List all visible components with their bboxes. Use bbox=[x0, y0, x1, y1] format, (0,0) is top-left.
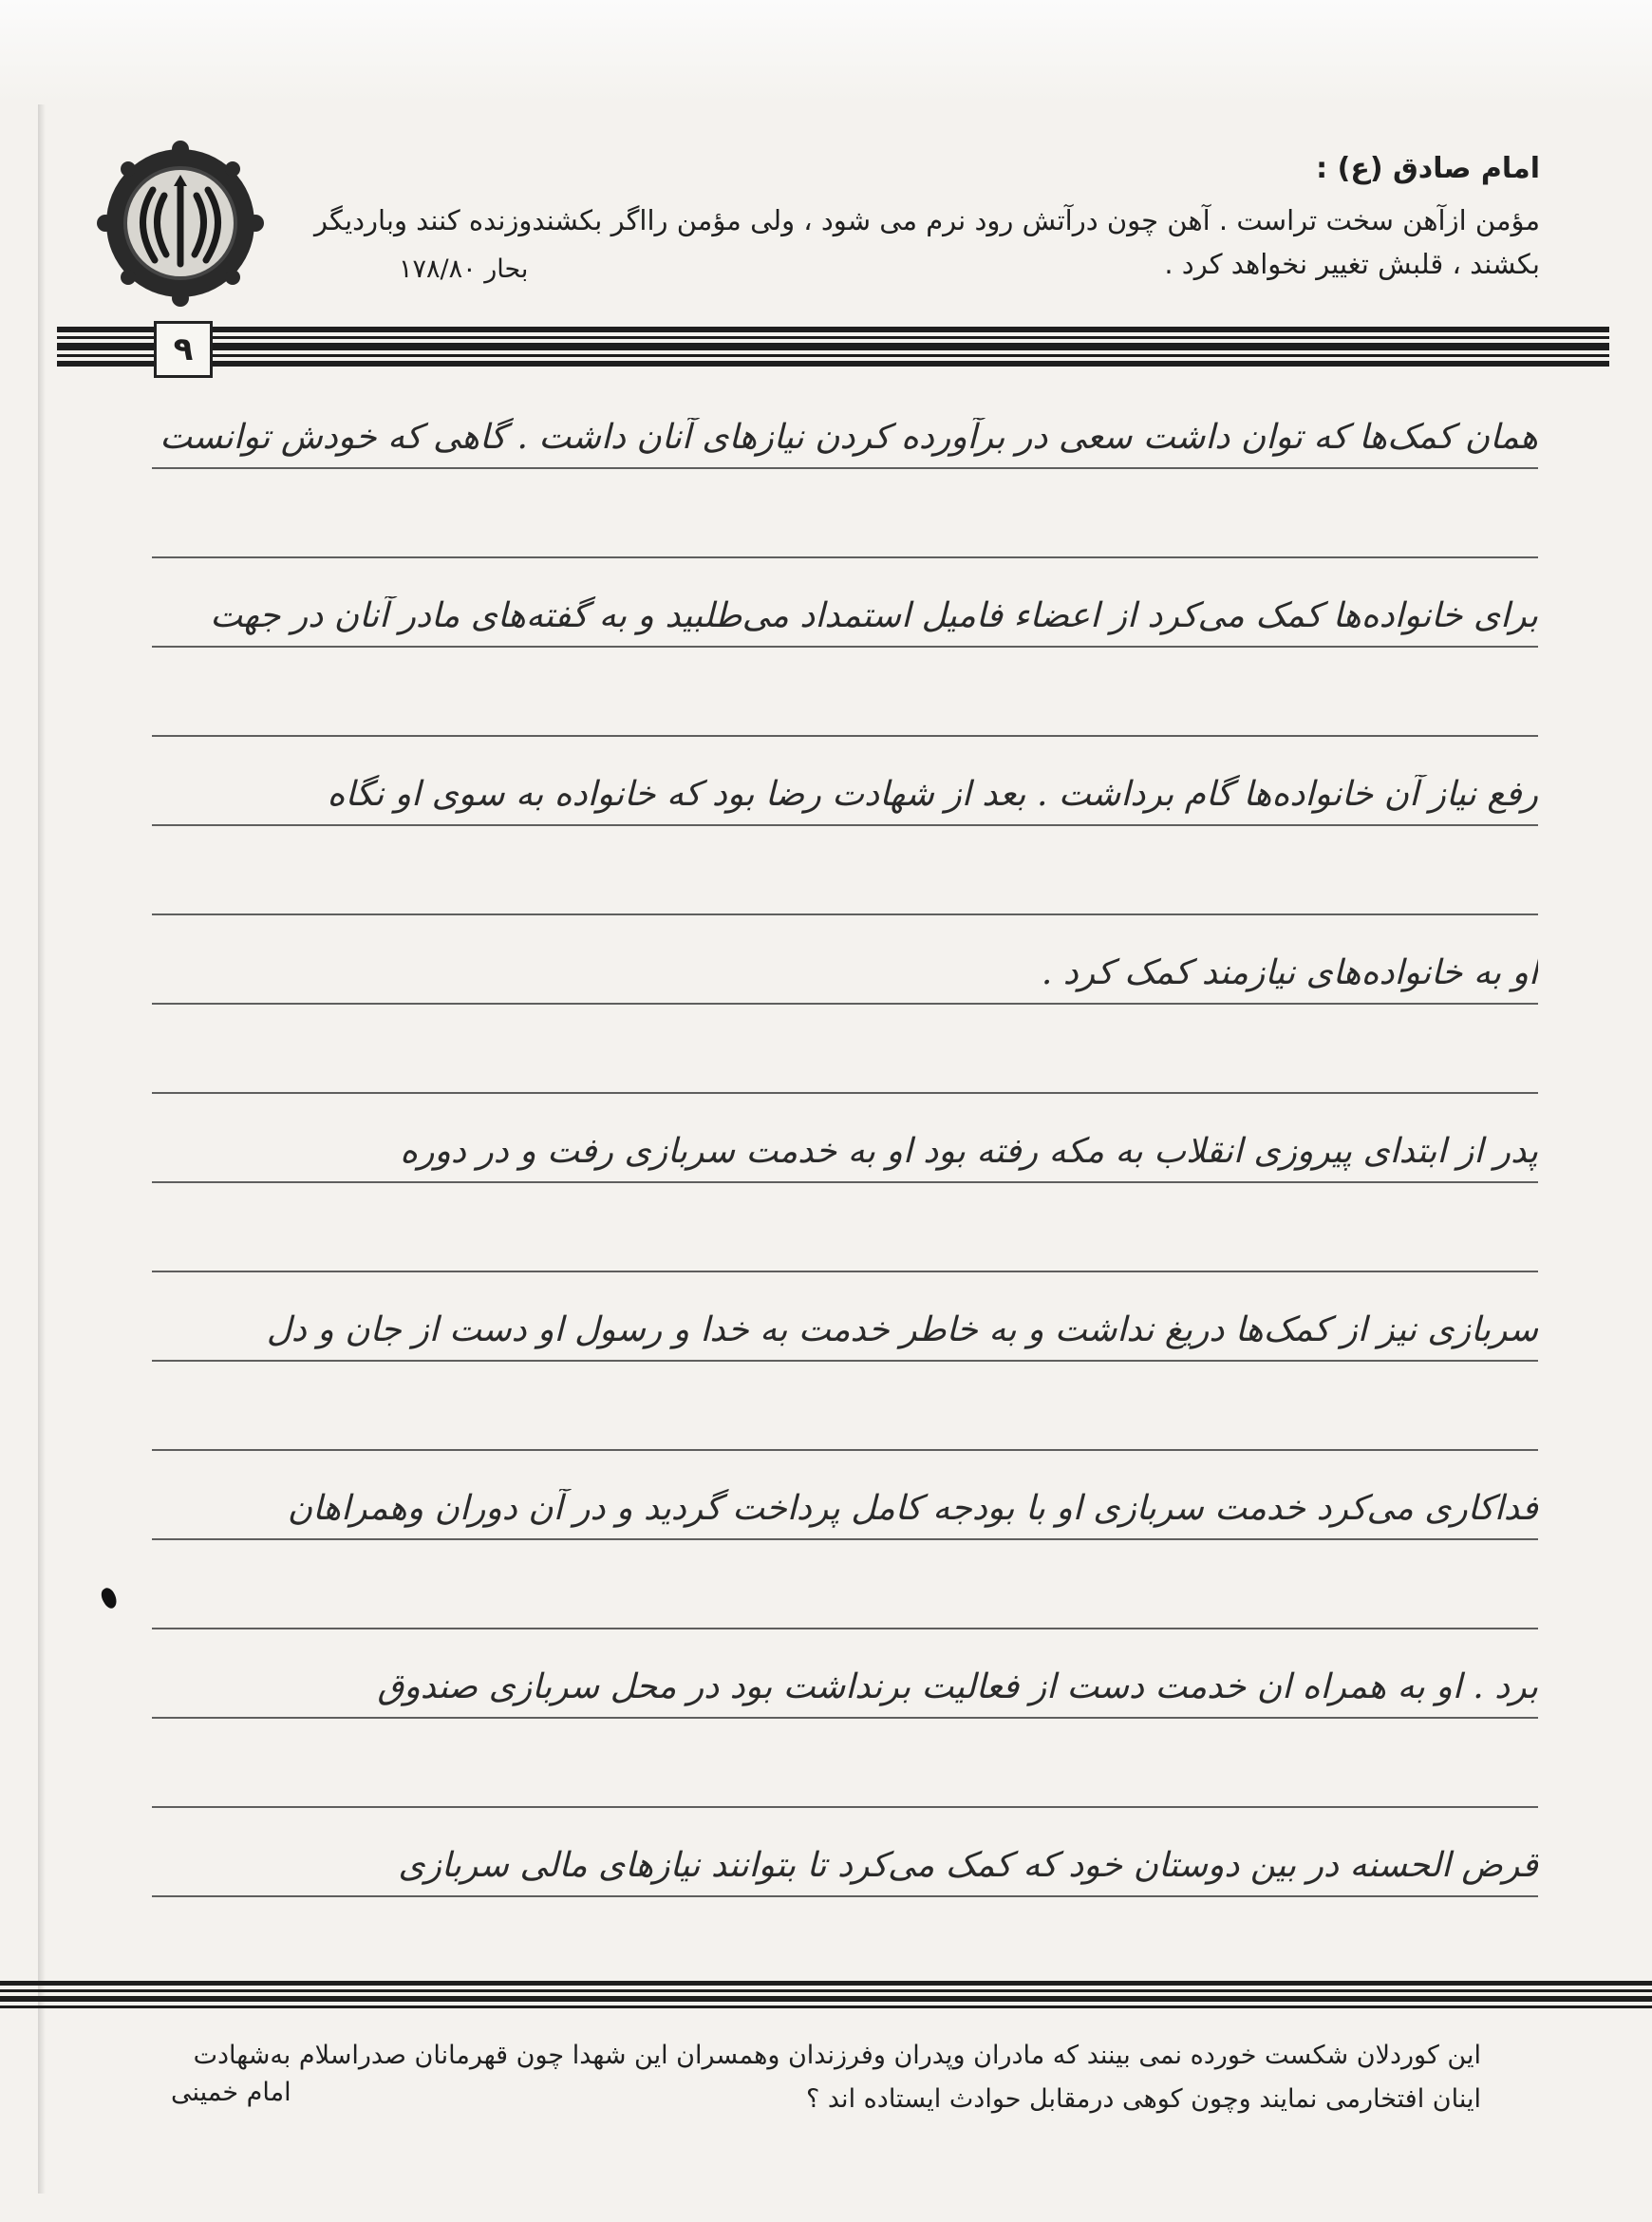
ruled-line bbox=[152, 824, 1538, 826]
ruled-line bbox=[152, 556, 1538, 558]
ruled-line bbox=[152, 1449, 1538, 1451]
hadith-line-1: مؤمن ازآهن سخت تراست . آهن چون درآتش رود نرم می شود ، ولی مؤمن رااگر بکشندوزنده کنند وباردیگر bbox=[314, 204, 1540, 236]
handwritten-text: برای خانواده‌ها کمک می‌کرد از اعضاء فامیل استمداد می‌طلبید و به گفته‌های مادر آنان در جهت bbox=[210, 596, 1538, 635]
handwritten-text: سربازی نیز از کمک‌ها دریغ نداشت و به خاطر خدمت به خدا و رسول او دست از جان و دل bbox=[266, 1310, 1538, 1349]
handwritten-line-4 bbox=[152, 953, 1538, 992]
footer-quote-author: امام خمینی bbox=[171, 2078, 291, 2107]
ruled-line bbox=[152, 1271, 1538, 1272]
footer-quote-line-2: اینان افتخارمی نمایند وچون کوهی درمقابل حوادث ایستاده اند ؟ bbox=[805, 2084, 1481, 2114]
ruled-line bbox=[152, 1806, 1538, 1808]
ruled-line bbox=[152, 1628, 1538, 1629]
ink-mark bbox=[98, 1586, 120, 1610]
footer-quote bbox=[161, 2034, 1481, 2121]
footer-quote-line-1: این کوردلان شکست خورده نمی بینند که مادران وپدران وفرزندان وهمسران این شهدا چون قهرمانان صدراسلام به‌شهادت bbox=[193, 2041, 1481, 2070]
handwritten-text: رفع نیاز آن خانواده‌ها گام برداشت . بعد از شهادت رضا بود که خانواده به سوی او نگاه bbox=[327, 775, 1538, 814]
hadith-line-2: بکشند ، قلبش تغییر نخواهد کرد . bbox=[1164, 248, 1540, 280]
hadith-source: بحار ۱۷۸/۸۰ bbox=[399, 254, 529, 284]
handwritten-text: فداکاری می‌کرد خدمت سربازی او با بودجه کامل پرداخت گردید و در آن دوران وهمراهان bbox=[287, 1489, 1538, 1528]
ruled-line bbox=[152, 1181, 1538, 1183]
ruled-line bbox=[152, 1538, 1538, 1540]
handwritten-line-9 bbox=[152, 1846, 1538, 1885]
handwritten-text: همان کمک‌ها که توان داشت سعی در برآورده کردن نیازهای آنان داشت . گاهی که خودش توانست bbox=[160, 418, 1538, 457]
ruled-line bbox=[152, 1895, 1538, 1897]
header-divider bbox=[57, 323, 1609, 372]
footer-divider bbox=[0, 1977, 1652, 2015]
ruled-line bbox=[152, 646, 1538, 648]
handwritten-text: برد . او به همراه ان خدمت دست از فعالیت برنداشت بود در محل سربازی صندوق bbox=[377, 1667, 1538, 1706]
handwritten-line-8 bbox=[152, 1667, 1538, 1706]
ruled-line bbox=[152, 735, 1538, 737]
handwritten-text: پدر از ابتدای پیروزی انقلاب به مکه رفته بود او به خدمت سربازی رفت و در دوره bbox=[400, 1132, 1538, 1171]
iran-emblem-icon bbox=[90, 133, 271, 313]
handwritten-line-6 bbox=[152, 1310, 1538, 1349]
handwritten-text: او به خانواده‌های نیازمند کمک کرد . bbox=[1041, 953, 1538, 992]
handwritten-line-1 bbox=[152, 418, 1538, 457]
page-number: ۹ bbox=[154, 321, 213, 378]
ruled-line bbox=[152, 913, 1538, 915]
ruled-line bbox=[152, 1360, 1538, 1362]
handwritten-text: قرض الحسنه در بین دوستان خود که کمک می‌کرد تا بتوانند نیازهای مالی سربازی bbox=[398, 1846, 1538, 1885]
hadith-author: امام صادق (ع) : bbox=[1316, 152, 1540, 185]
scan-top-margin bbox=[0, 0, 1652, 104]
ruled-line bbox=[152, 467, 1538, 469]
handwritten-line-3 bbox=[152, 775, 1538, 814]
ruled-line bbox=[152, 1717, 1538, 1719]
ruled-line bbox=[152, 1092, 1538, 1094]
handwritten-line-2 bbox=[152, 596, 1538, 635]
handwriting-area bbox=[152, 418, 1538, 1956]
handwritten-line-5 bbox=[152, 1132, 1538, 1171]
page-edge-shadow bbox=[38, 104, 46, 2194]
handwritten-line-7 bbox=[152, 1489, 1538, 1528]
ruled-line bbox=[152, 1003, 1538, 1005]
